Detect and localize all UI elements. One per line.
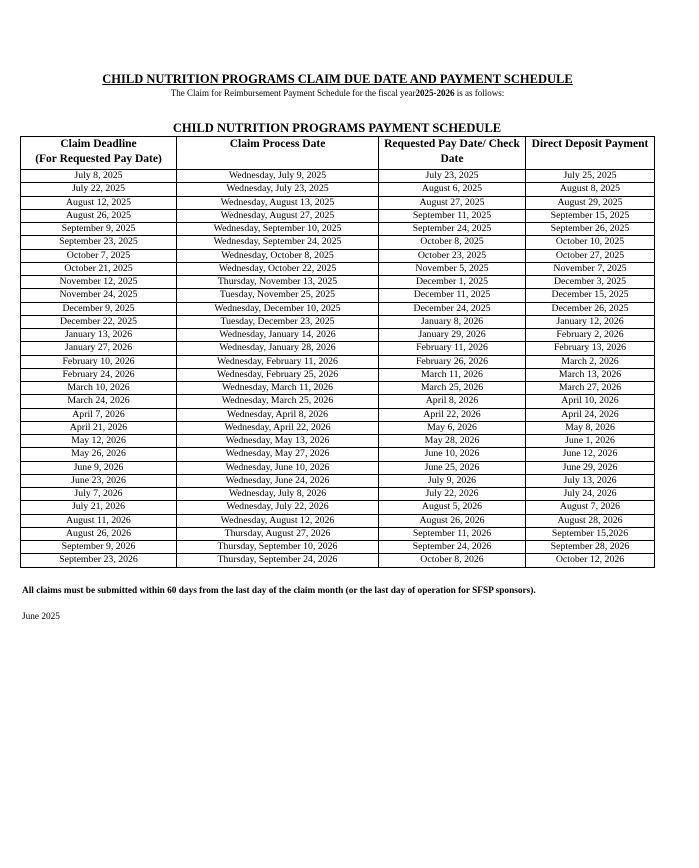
cell-claim-process-date: Wednesday, October 8, 2025 (177, 249, 379, 262)
cell-claim-deadline: December 9, 2025 (21, 302, 177, 315)
cell-claim-deadline: August 12, 2025 (21, 196, 177, 209)
payment-schedule-table (20, 136, 655, 568)
cell-requested-pay-date: February 11, 2026 (379, 342, 526, 355)
cell-claim-process-date: Wednesday, August 27, 2025 (177, 209, 379, 222)
table-row (21, 514, 655, 527)
cell-requested-pay-date: January 29, 2026 (379, 329, 526, 342)
fiscal-year: 2025-2026 (415, 88, 455, 98)
cell-claim-process-date: Wednesday, March 25, 2026 (177, 395, 379, 408)
cell-requested-pay-date: June 10, 2026 (379, 448, 526, 461)
cell-requested-pay-date: December 24, 2025 (379, 302, 526, 315)
table-row (21, 368, 655, 381)
table-row (21, 421, 655, 434)
table-row (21, 448, 655, 461)
cell-claim-process-date: Wednesday, July 22, 2026 (177, 501, 379, 514)
cell-claim-process-date: Wednesday, June 10, 2026 (177, 461, 379, 474)
cell-requested-pay-date: February 26, 2026 (379, 355, 526, 368)
table-row (21, 382, 655, 395)
cell-claim-deadline: November 24, 2025 (21, 289, 177, 302)
cell-direct-deposit-payment: July 24, 2026 (526, 488, 655, 501)
cell-claim-process-date: Wednesday, February 25, 2026 (177, 368, 379, 381)
cell-direct-deposit-payment: April 10, 2026 (526, 395, 655, 408)
revision-date: June 2025 (22, 612, 60, 622)
cell-claim-deadline: October 21, 2025 (21, 262, 177, 275)
cell-claim-deadline: September 23, 2026 (21, 554, 177, 567)
header-claim-process-date: Claim Process Date (177, 137, 379, 170)
table-row (21, 329, 655, 342)
header-claim-deadline: Claim Deadline (For Requested Pay Date) (21, 137, 177, 170)
cell-claim-deadline: June 23, 2026 (21, 474, 177, 487)
cell-requested-pay-date: September 11, 2026 (379, 527, 526, 540)
table-row (21, 249, 655, 262)
cell-claim-deadline: October 7, 2025 (21, 249, 177, 262)
cell-claim-deadline: March 24, 2026 (21, 395, 177, 408)
cell-claim-process-date: Thursday, August 27, 2026 (177, 527, 379, 540)
cell-claim-deadline: August 11, 2026 (21, 514, 177, 527)
cell-claim-deadline: September 9, 2026 (21, 541, 177, 554)
cell-claim-process-date: Wednesday, May 13, 2026 (177, 435, 379, 448)
table-row (21, 541, 655, 554)
cell-requested-pay-date: July 9, 2026 (379, 474, 526, 487)
cell-requested-pay-date: April 8, 2026 (379, 395, 526, 408)
cell-claim-deadline: February 10, 2026 (21, 355, 177, 368)
cell-requested-pay-date: September 24, 2026 (379, 541, 526, 554)
cell-direct-deposit-payment: February 2, 2026 (526, 329, 655, 342)
cell-claim-deadline: May 26, 2026 (21, 448, 177, 461)
table-row (21, 209, 655, 222)
table-row (21, 170, 655, 183)
cell-direct-deposit-payment: October 10, 2025 (526, 236, 655, 249)
cell-direct-deposit-payment: September 26, 2025 (526, 223, 655, 236)
cell-direct-deposit-payment: January 12, 2026 (526, 315, 655, 328)
cell-direct-deposit-payment: October 27, 2025 (526, 249, 655, 262)
cell-direct-deposit-payment: March 13, 2026 (526, 368, 655, 381)
table-row (21, 408, 655, 421)
table-row (21, 289, 655, 302)
cell-requested-pay-date: October 8, 2026 (379, 554, 526, 567)
cell-requested-pay-date: August 5, 2026 (379, 501, 526, 514)
cell-direct-deposit-payment: June 1, 2026 (526, 435, 655, 448)
cell-claim-process-date: Wednesday, July 23, 2025 (177, 183, 379, 196)
table-row (21, 315, 655, 328)
cell-claim-deadline: May 12, 2026 (21, 435, 177, 448)
table-row (21, 183, 655, 196)
table-row (21, 302, 655, 315)
cell-direct-deposit-payment: June 12, 2026 (526, 448, 655, 461)
cell-claim-deadline: April 7, 2026 (21, 408, 177, 421)
cell-direct-deposit-payment: February 13, 2026 (526, 342, 655, 355)
cell-requested-pay-date: June 25, 2026 (379, 461, 526, 474)
cell-claim-deadline: September 9, 2025 (21, 223, 177, 236)
cell-requested-pay-date: August 27, 2025 (379, 196, 526, 209)
header-requested-pay-date: Requested Pay Date/ Check Date (379, 137, 526, 170)
document-title: CHILD NUTRITION PROGRAMS CLAIM DUE DATE AND PAYMENT SCHEDULE (102, 72, 573, 86)
table-row (21, 527, 655, 540)
cell-direct-deposit-payment: September 15, 2025 (526, 209, 655, 222)
table-row (21, 474, 655, 487)
table-row (21, 395, 655, 408)
cell-claim-deadline: September 23, 2025 (21, 236, 177, 249)
cell-requested-pay-date: August 6, 2025 (379, 183, 526, 196)
table-row (21, 223, 655, 236)
cell-claim-deadline: July 7, 2026 (21, 488, 177, 501)
cell-claim-process-date: Thursday, November 13, 2025 (177, 276, 379, 289)
cell-requested-pay-date: April 22, 2026 (379, 408, 526, 421)
cell-direct-deposit-payment: August 8, 2025 (526, 183, 655, 196)
cell-requested-pay-date: September 24, 2025 (379, 223, 526, 236)
cell-direct-deposit-payment: May 8, 2026 (526, 421, 655, 434)
cell-requested-pay-date: January 8, 2026 (379, 315, 526, 328)
cell-claim-deadline: July 21, 2026 (21, 501, 177, 514)
cell-direct-deposit-payment: March 2, 2026 (526, 355, 655, 368)
cell-claim-deadline: January 27, 2026 (21, 342, 177, 355)
table-row (21, 501, 655, 514)
cell-requested-pay-date: October 23, 2025 (379, 249, 526, 262)
cell-claim-process-date: Tuesday, November 25, 2025 (177, 289, 379, 302)
cell-requested-pay-date: May 28, 2026 (379, 435, 526, 448)
cell-requested-pay-date: July 23, 2025 (379, 170, 526, 183)
cell-claim-deadline: July 8, 2025 (21, 170, 177, 183)
table-row (21, 488, 655, 501)
table-title: CHILD NUTRITION PROGRAMS PAYMENT SCHEDULE (172, 121, 502, 135)
cell-requested-pay-date: August 26, 2026 (379, 514, 526, 527)
cell-direct-deposit-payment: April 24, 2026 (526, 408, 655, 421)
header-direct-deposit-payment: Direct Deposit Payment (526, 137, 655, 170)
submission-note: All claims must be submitted within 60 days from the last day of the claim month (or the last day of operation for SFSP sponsors). (22, 586, 536, 596)
table-row (21, 262, 655, 275)
table-row (21, 342, 655, 355)
cell-claim-process-date: Tuesday, December 23, 2025 (177, 315, 379, 328)
cell-claim-process-date: Wednesday, April 22, 2026 (177, 421, 379, 434)
cell-direct-deposit-payment: March 27, 2026 (526, 382, 655, 395)
cell-claim-process-date: Wednesday, March 11, 2026 (177, 382, 379, 395)
cell-requested-pay-date: September 11, 2025 (379, 209, 526, 222)
cell-requested-pay-date: December 1, 2025 (379, 276, 526, 289)
table-row (21, 276, 655, 289)
cell-direct-deposit-payment: December 15, 2025 (526, 289, 655, 302)
table-row (21, 196, 655, 209)
cell-claim-deadline: August 26, 2025 (21, 209, 177, 222)
cell-claim-process-date: Wednesday, July 8, 2026 (177, 488, 379, 501)
cell-claim-deadline: January 13, 2026 (21, 329, 177, 342)
cell-claim-deadline: June 9, 2026 (21, 461, 177, 474)
cell-direct-deposit-payment: December 3, 2025 (526, 276, 655, 289)
cell-direct-deposit-payment: August 7, 2026 (526, 501, 655, 514)
cell-claim-process-date: Thursday, September 10, 2026 (177, 541, 379, 554)
cell-direct-deposit-payment: September 15,2026 (526, 527, 655, 540)
table-row (21, 554, 655, 567)
cell-claim-process-date: Wednesday, April 8, 2026 (177, 408, 379, 421)
cell-direct-deposit-payment: July 13, 2026 (526, 474, 655, 487)
cell-claim-process-date: Wednesday, January 28, 2026 (177, 342, 379, 355)
cell-claim-deadline: December 22, 2025 (21, 315, 177, 328)
cell-claim-process-date: Wednesday, May 27, 2026 (177, 448, 379, 461)
cell-claim-deadline: April 21, 2026 (21, 421, 177, 434)
document-subtitle: The Claim for Reimbursement Payment Schedule for the fiscal year2025-2026 is as follows: (170, 88, 505, 98)
cell-claim-process-date: Wednesday, August 12, 2026 (177, 514, 379, 527)
cell-requested-pay-date: March 11, 2026 (379, 368, 526, 381)
table-row (21, 236, 655, 249)
cell-direct-deposit-payment: June 29, 2026 (526, 461, 655, 474)
cell-claim-deadline: February 24, 2026 (21, 368, 177, 381)
cell-direct-deposit-payment: August 28, 2026 (526, 514, 655, 527)
cell-claim-process-date: Wednesday, January 14, 2026 (177, 329, 379, 342)
cell-claim-deadline: July 22, 2025 (21, 183, 177, 196)
cell-requested-pay-date: July 22, 2026 (379, 488, 526, 501)
cell-direct-deposit-payment: October 12, 2026 (526, 554, 655, 567)
cell-claim-process-date: Wednesday, July 9, 2025 (177, 170, 379, 183)
cell-claim-process-date: Wednesday, September 10, 2025 (177, 223, 379, 236)
cell-claim-process-date: Thursday, September 24, 2026 (177, 554, 379, 567)
cell-claim-process-date: Wednesday, February 11, 2026 (177, 355, 379, 368)
cell-claim-deadline: November 12, 2025 (21, 276, 177, 289)
table-row (21, 355, 655, 368)
table-row (21, 461, 655, 474)
cell-claim-deadline: March 10, 2026 (21, 382, 177, 395)
cell-requested-pay-date: October 8, 2025 (379, 236, 526, 249)
cell-claim-process-date: Wednesday, June 24, 2026 (177, 474, 379, 487)
cell-requested-pay-date: May 6, 2026 (379, 421, 526, 434)
table-row (21, 435, 655, 448)
cell-claim-process-date: Wednesday, September 24, 2025 (177, 236, 379, 249)
cell-claim-process-date: Wednesday, October 22, 2025 (177, 262, 379, 275)
cell-direct-deposit-payment: September 28, 2026 (526, 541, 655, 554)
table-header-row (21, 137, 655, 170)
cell-direct-deposit-payment: November 7, 2025 (526, 262, 655, 275)
cell-direct-deposit-payment: July 25, 2025 (526, 170, 655, 183)
cell-requested-pay-date: December 11, 2025 (379, 289, 526, 302)
cell-claim-process-date: Wednesday, December 10, 2025 (177, 302, 379, 315)
cell-direct-deposit-payment: August 29, 2025 (526, 196, 655, 209)
cell-claim-deadline: August 26, 2026 (21, 527, 177, 540)
cell-direct-deposit-payment: December 26, 2025 (526, 302, 655, 315)
cell-claim-process-date: Wednesday, August 13, 2025 (177, 196, 379, 209)
cell-requested-pay-date: March 25, 2026 (379, 382, 526, 395)
cell-requested-pay-date: November 5, 2025 (379, 262, 526, 275)
